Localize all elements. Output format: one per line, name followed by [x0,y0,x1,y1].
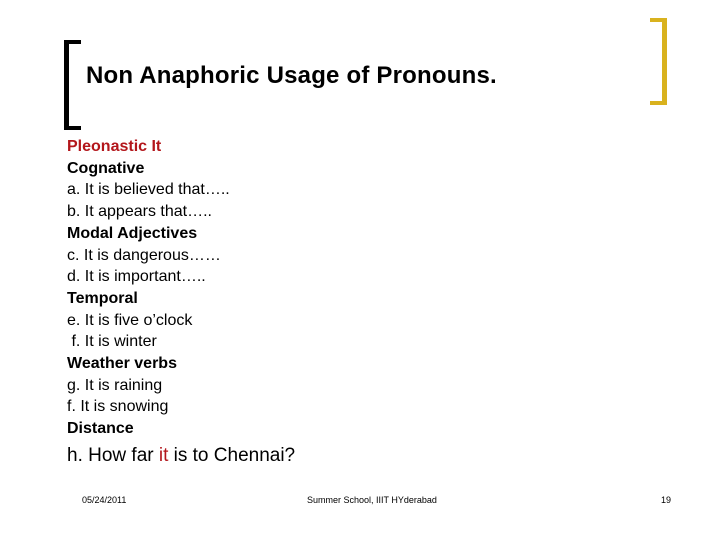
section-heading-pleonastic: Pleonastic It [67,138,162,155]
question-text-before: h. How far [67,444,159,466]
subheading-distance: Distance [67,420,134,438]
example-c: c. It is dangerous…… [67,246,221,264]
subheading-modal-adjectives: Modal Adjectives [67,224,198,242]
subheading-weather-verbs: Weather verbs [67,355,177,373]
example-f-snowing: f. It is snowing [67,398,169,416]
slide-title: Non Anaphoric Usage of Pronouns. [86,62,497,89]
footer-date: 05/24/2011 [82,495,127,505]
subheading-cognative: Cognative [67,159,145,177]
footer-center-text: Summer School, IIIT HYderabad [307,495,437,505]
example-e: e. It is five o’clock [67,311,193,329]
example-a: a. It is believed that….. [67,181,230,199]
example-g: g. It is raining [67,376,163,394]
subheading-temporal: Temporal [67,289,138,307]
example-d: d. It is important….. [67,268,206,286]
example-b: b. It appears that….. [67,203,212,221]
question-text-after: is to Chennai? [168,444,296,466]
question-highlight-it: it [158,444,169,466]
example-h-question [67,443,667,469]
slide-body [67,136,667,469]
footer-page-number: 19 [661,495,672,505]
example-f-winter: f. It is winter [67,333,157,351]
